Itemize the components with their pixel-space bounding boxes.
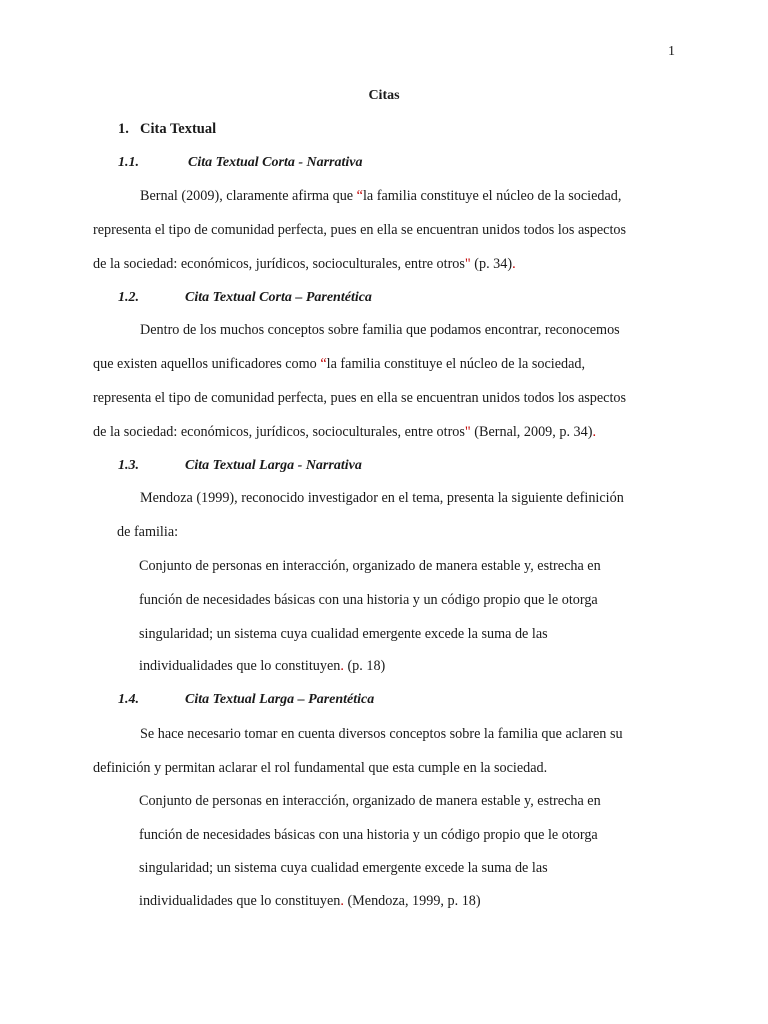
text-run: individualidades que lo constituyen xyxy=(139,658,341,674)
section-heading-1 xyxy=(118,121,216,138)
block-quote-line xyxy=(139,893,481,910)
block-quote-line: singularidad; un sistema cuya cualidad emergente excede la suma de las xyxy=(139,860,548,876)
period-mark: . xyxy=(512,256,516,272)
period-mark: . xyxy=(592,424,597,440)
quote-mark: “ xyxy=(320,356,327,372)
paragraph-line xyxy=(93,356,585,373)
block-quote-line: singularidad; un sistema cuya cualidad emergente excede la suma de las xyxy=(139,626,548,642)
subsection-heading-1-2 xyxy=(118,290,372,306)
paragraph-line: definición y permitan aclarar el rol fundamental que esta cumple en la sociedad. xyxy=(93,760,548,776)
paragraph-line: Mendoza (1999), reconocido investigador en el tema, presenta la siguiente definición xyxy=(140,490,624,506)
paragraph-line xyxy=(140,188,621,205)
text-run: la familia constituye el núcleo de la sociedad, xyxy=(326,356,586,372)
block-quote-line xyxy=(139,658,385,675)
text-run: individualidades que lo constituyen xyxy=(139,893,341,909)
subsection-number: 1.2. xyxy=(118,290,139,305)
period-mark: . xyxy=(340,893,344,909)
page-number: 1 xyxy=(668,44,675,59)
subsection-heading-1-1 xyxy=(118,155,363,171)
block-quote-line: función de necesidades básicas con una historia y un código propio que le otorga xyxy=(139,827,598,843)
quote-mark: " xyxy=(464,424,471,440)
subsection-label: Cita Textual Larga – Parentética xyxy=(185,692,375,707)
section-number: 1. xyxy=(118,121,129,137)
text-run: de la sociedad: económicos, jurídicos, socioculturales, entre otros xyxy=(93,424,465,440)
section-label: Cita Textual xyxy=(140,121,217,137)
text-run: la familia constituye el núcleo de la sociedad, xyxy=(362,188,622,204)
paragraph-line: de familia: xyxy=(117,524,179,540)
quote-mark: “ xyxy=(356,188,363,204)
subsection-label: Cita Textual Larga - Narrativa xyxy=(185,458,362,473)
subsection-number: 1.4. xyxy=(118,692,139,707)
paragraph-line: representa el tipo de comunidad perfecta, pues en ella se encuentran unidos todos los aspectos xyxy=(93,390,627,406)
paragraph-line: Se hace necesario tomar en cuenta diversos conceptos sobre la familia que aclaren su xyxy=(140,726,623,742)
block-quote-line: Conjunto de personas en interacción, organizado de manera estable y, estrecha en xyxy=(139,558,601,574)
text-run: (Bernal, 2009, p. 34) xyxy=(470,424,593,440)
subsection-label: Cita Textual Corta – Parentética xyxy=(185,290,372,305)
text-run: (Mendoza, 1999, p. 18) xyxy=(343,893,481,909)
block-quote-line: función de necesidades básicas con una historia y un código propio que le otorga xyxy=(139,592,598,608)
text-run: (p. 18) xyxy=(343,658,386,674)
block-quote-line: Conjunto de personas en interacción, organizado de manera estable y, estrecha en xyxy=(139,793,601,809)
paragraph-line xyxy=(93,256,516,273)
text-run: de la sociedad: económicos, jurídicos, socioculturales, entre otros xyxy=(93,256,465,272)
quote-mark: " xyxy=(464,256,471,272)
text-run: que existen aquellos unificadores como xyxy=(93,356,321,372)
paragraph-line: representa el tipo de comunidad perfecta, pues en ella se encuentran unidos todos los aspectos xyxy=(93,222,627,238)
paragraph-line: Dentro de los muchos conceptos sobre familia que podamos encontrar, reconocemos xyxy=(140,322,620,338)
subsection-number: 1.1. xyxy=(118,155,139,170)
page-title: Citas xyxy=(368,88,400,103)
text-run: (p. 34) xyxy=(470,256,513,272)
subsection-heading-1-3 xyxy=(118,458,362,474)
subsection-number: 1.3. xyxy=(118,458,139,473)
text-run: Bernal (2009), claramente afirma que xyxy=(140,188,357,204)
paragraph-line xyxy=(93,424,596,441)
subsection-heading-1-4 xyxy=(118,692,374,708)
period-mark: . xyxy=(340,658,344,674)
subsection-label: Cita Textual Corta - Narrativa xyxy=(188,155,363,170)
